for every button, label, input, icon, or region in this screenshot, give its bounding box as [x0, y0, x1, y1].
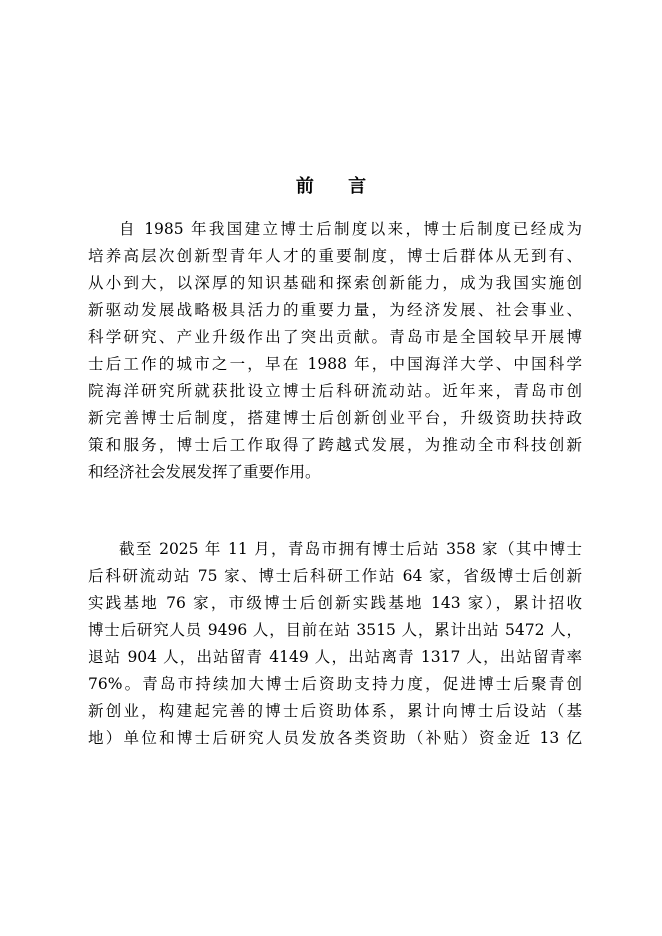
text-line: 新创业，构建起完善的博士后资助体系，累计向博士后设站（基: [88, 702, 582, 720]
text-line: 76%。青岛市持续加大博士后资助支持力度，促进博士后聚青创: [88, 675, 582, 693]
text-line: 策和服务，博士后工作取得了跨越式发展，为推动全市科技创新: [88, 436, 582, 454]
text-line: 从小到大，以深厚的知识基础和探索创新能力，成为我国实施创: [88, 274, 582, 292]
text-line: 新驱动发展战略极具活力的重要力量，为经济发展、社会事业、: [88, 301, 582, 319]
text-line: 科学研究、产业升级作出了突出贡献。青岛市是全国较早开展博: [88, 328, 582, 346]
text-line: 实践基地 76 家，市级博士后创新实践基地 143 家），累计招收: [88, 594, 582, 612]
text-line: 截至 2025 年 11 月，青岛市拥有博士后站 358 家（其中博士: [119, 540, 582, 558]
text-line: 自 1985 年我国建立博士后制度以来，博士后制度已经成为: [119, 220, 582, 238]
text-line: 地）单位和博士后研究人员发放各类资助（补贴）资金近 13 亿: [88, 729, 582, 747]
text-line: 院海洋研究所就获批设立博士后科研流动站。近年来，青岛市创: [88, 382, 582, 400]
page-title: 前 言: [295, 176, 381, 197]
paragraph-2: [88, 536, 582, 752]
text-line: 新完善博士后制度，搭建博士后创新创业平台，升级资助扶持政: [88, 409, 582, 427]
paragraph-1: [88, 216, 582, 486]
text-line: 退站 904 人，出站留青 4149 人，出站离青 1317 人，出站留青率: [88, 648, 582, 666]
text-line: 培养高层次创新型青年人才的重要制度，博士后群体从无到有、: [88, 247, 582, 265]
text-line: 后科研流动站 75 家、博士后科研工作站 64 家，省级博士后创新: [88, 567, 582, 585]
text-line: 博士后研究人员 9496 人，目前在站 3515 人，累计出站 5472 人，: [88, 621, 582, 639]
text-line: 士后工作的城市之一，早在 1988 年，中国海洋大学、中国科学: [88, 355, 582, 373]
text-line: 和经济社会发展发挥了重要作用。: [88, 463, 321, 481]
